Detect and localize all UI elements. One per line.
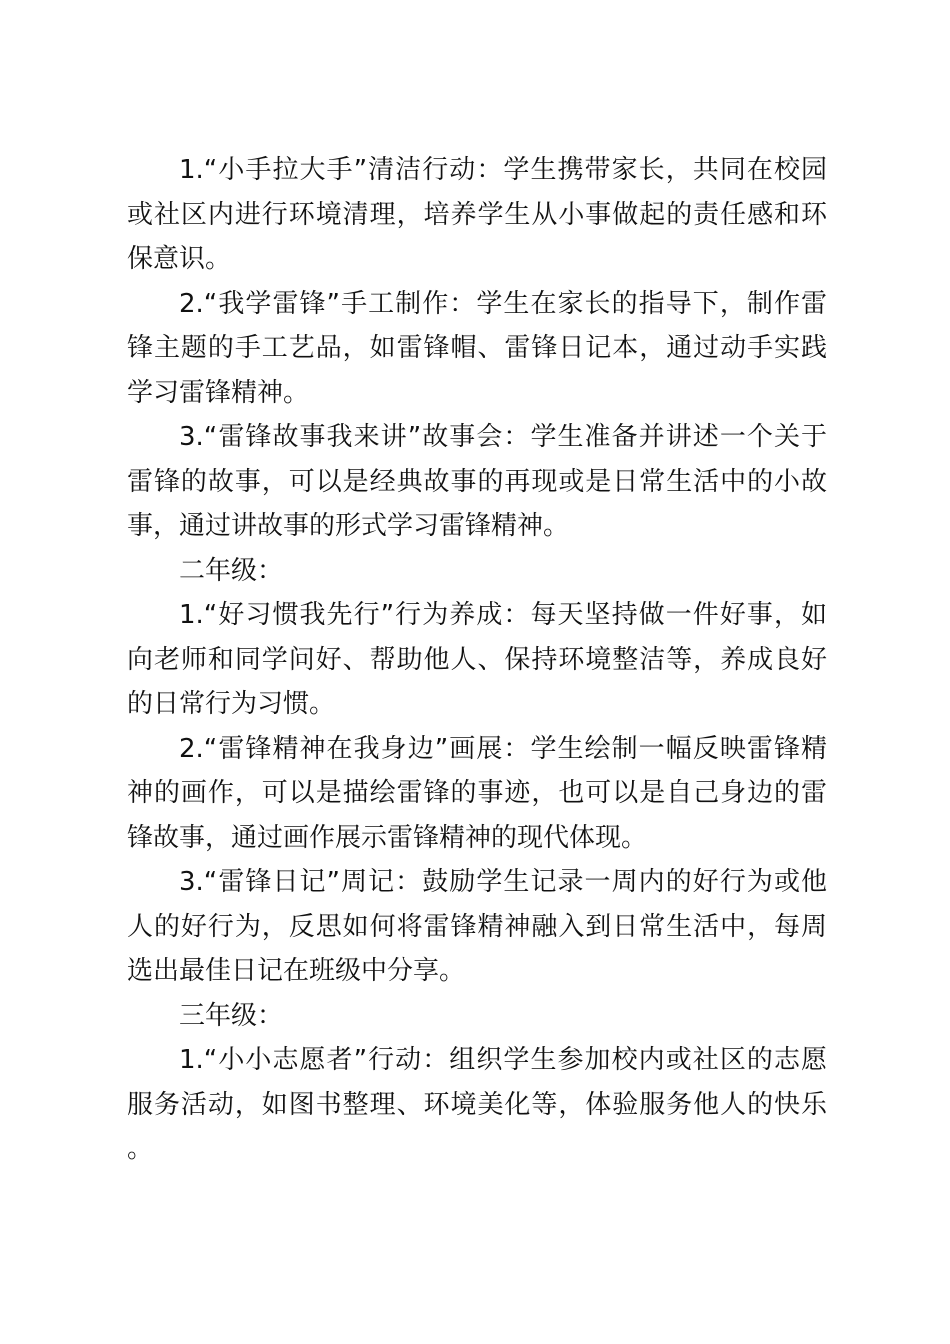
document-body <box>127 148 827 1172</box>
paragraph-grade1-activity1: 1.“小手拉大手”清洁行动：学生携带家长，共同在校园或社区内进行环境清理，培养学生从小事做起的责任感和环保意识。 <box>127 155 827 274</box>
paragraph-grade2-activity3: 3.“雷锋日记”周记：鼓励学生记录一周内的好行为或他人的好行为，反思如何将雷锋精神融入到日常生活中，每周选出最佳日记在班级中分享。 <box>127 867 827 986</box>
paragraph-grade1-activity3: 3.“雷锋故事我来讲”故事会：学生准备并讲述一个关于雷锋的故事，可以是经典故事的再现或是日常生活中的小故事，通过讲故事的形式学习雷锋精神。 <box>127 422 827 541</box>
paragraph-grade3-activity1: 1.“小小志愿者”行动：组织学生参加校内或社区的志愿服务活动，如图书整理、环境美化等，体验服务他人的快乐。 <box>127 1045 827 1164</box>
paragraph-grade2-activity1: 1.“好习惯我先行”行为养成：每天坚持做一件好事，如向老师和同学问好、帮助他人、保持环境整洁等，养成良好的日常行为习惯。 <box>127 600 827 719</box>
heading-grade3: 三年级： <box>179 1000 284 1031</box>
paragraph-grade1-activity2: 2.“我学雷锋”手工制作：学生在家长的指导下，制作雷锋主题的手工艺品，如雷锋帽、雷锋日记本，通过动手实践学习雷锋精神。 <box>127 288 827 408</box>
heading-grade2: 二年级： <box>179 555 284 586</box>
paragraph-grade2-activity2: 2.“雷锋精神在我身边”画展：学生绘制一幅反映雷锋精神的画作，可以是描绘雷锋的事迹，也可以是自己身边的雷锋故事，通过画作展示雷锋精神的现代体现。 <box>127 733 827 853</box>
